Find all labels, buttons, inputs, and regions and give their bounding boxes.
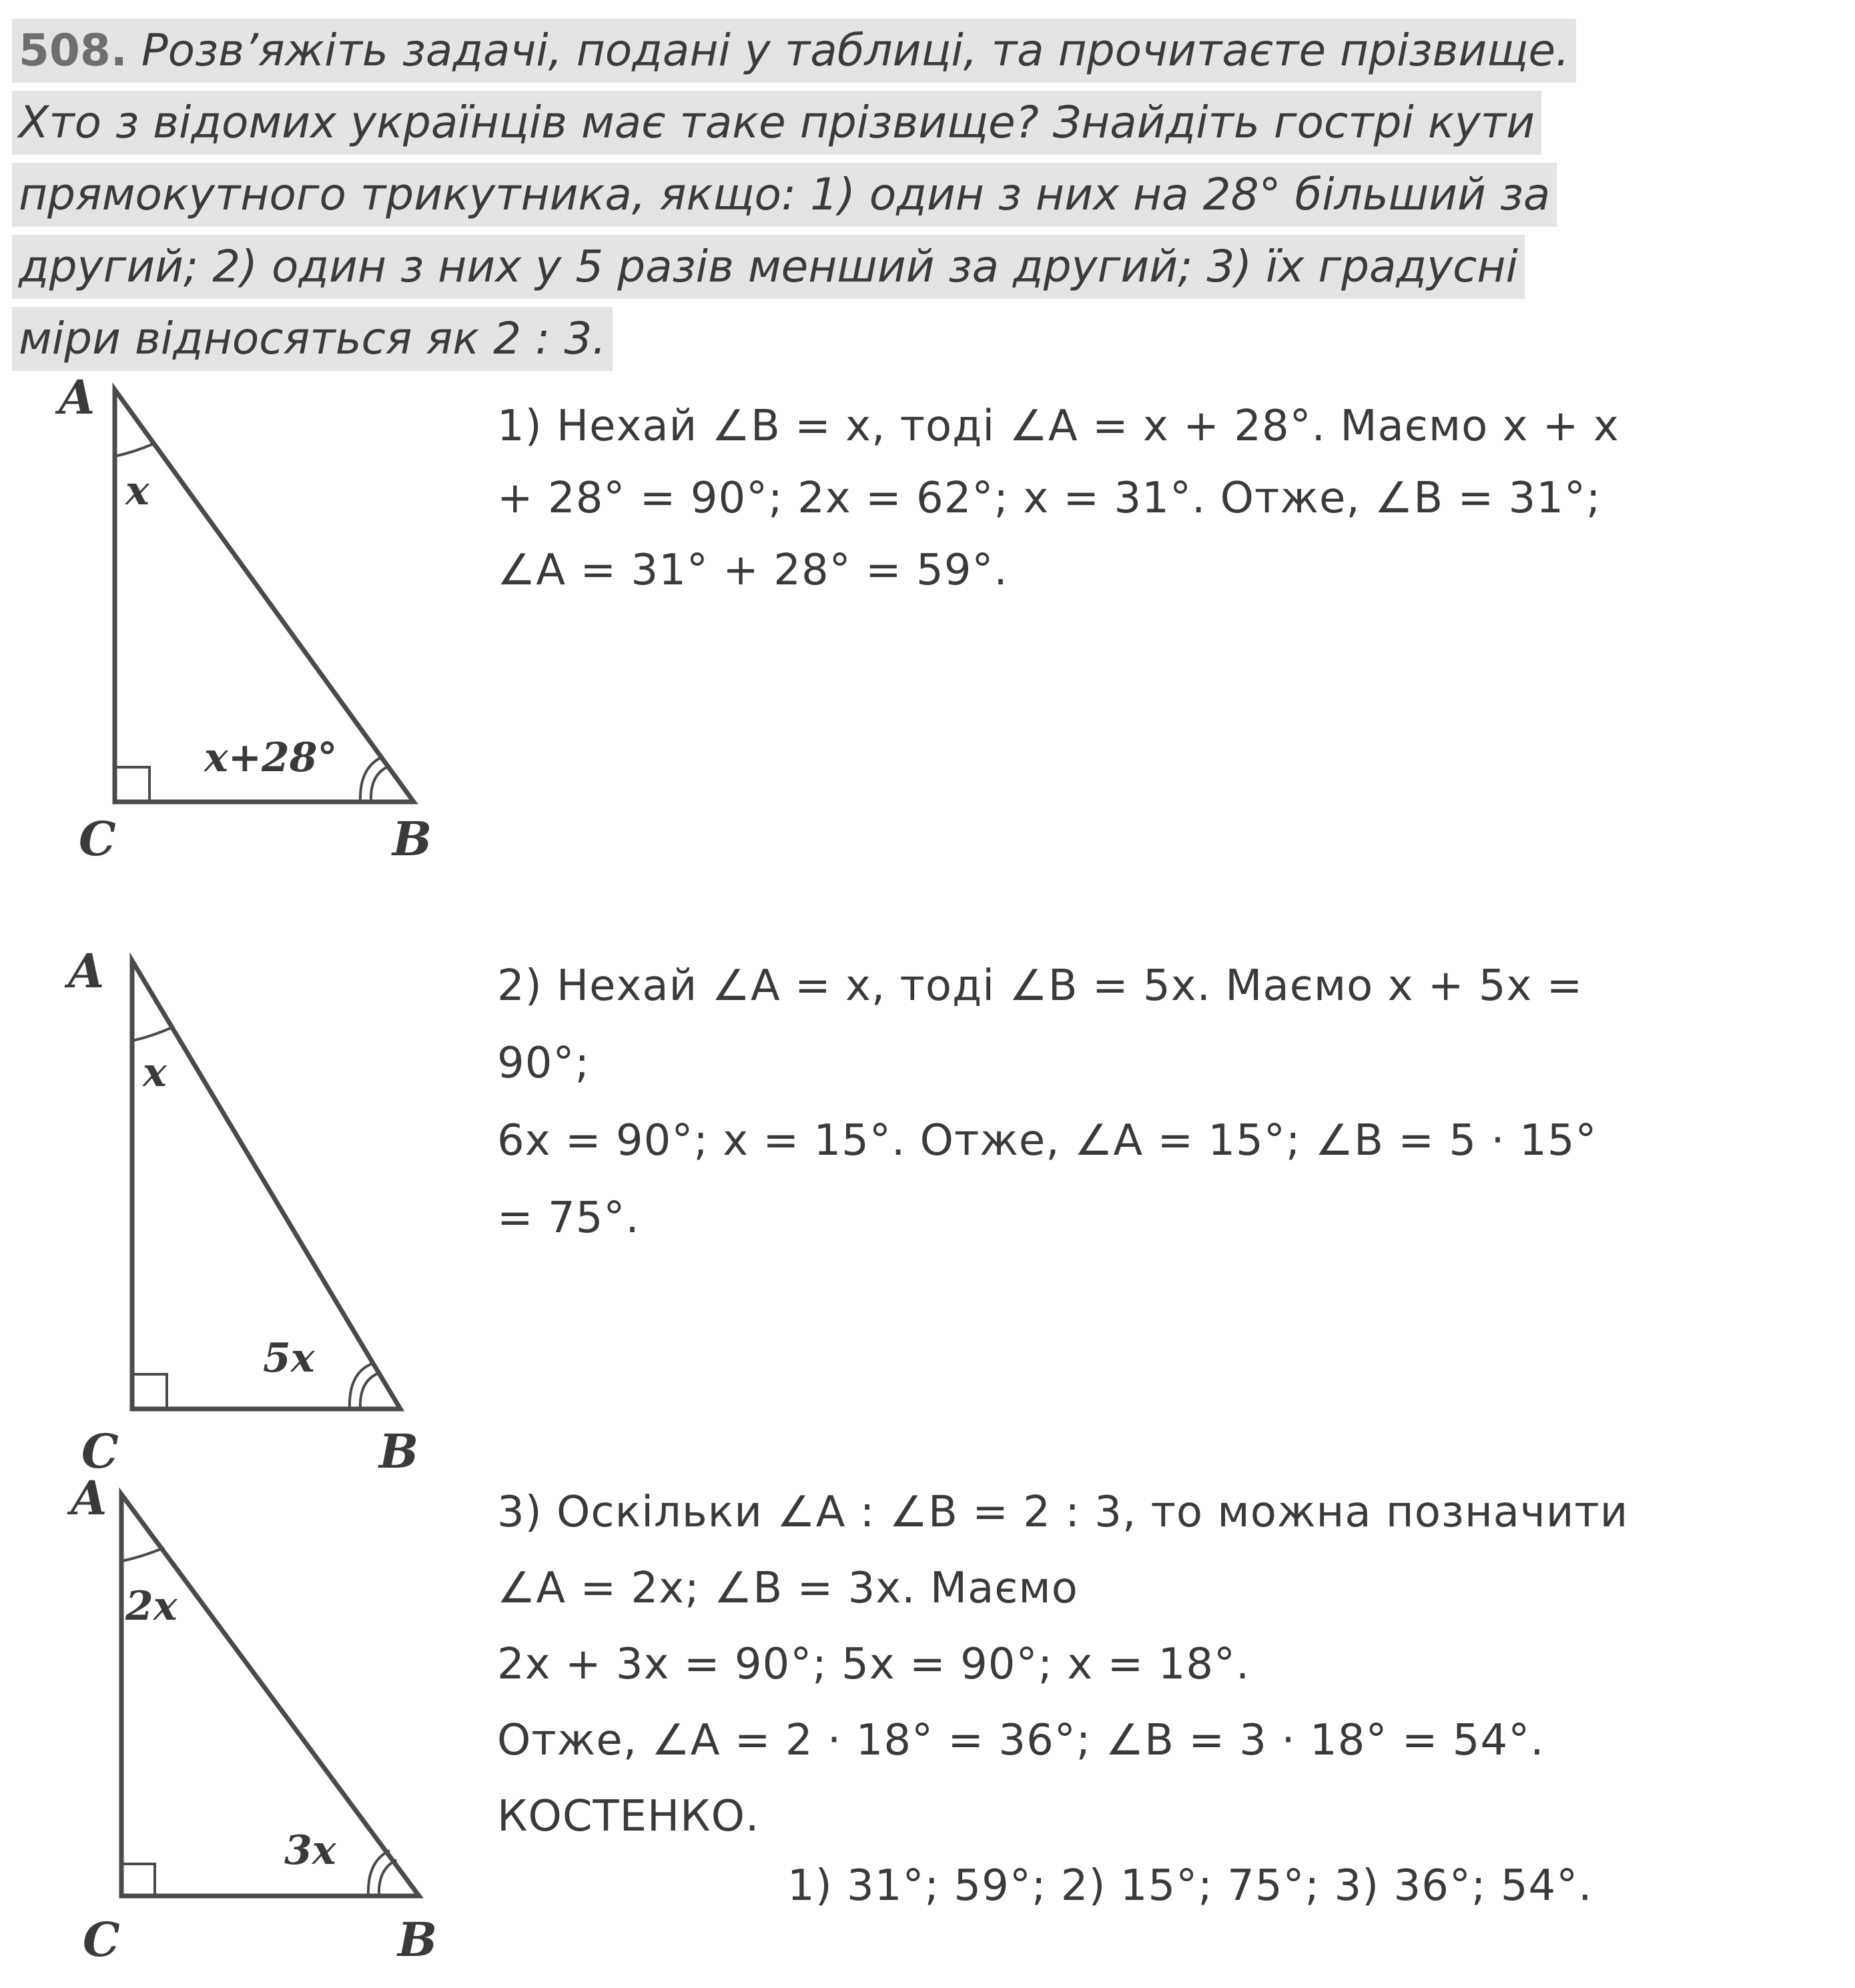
right-angle-mark-3 (121, 1864, 155, 1896)
angle-b-label-2: 5x (263, 1335, 315, 1382)
right-angle-mark-2 (132, 1374, 167, 1409)
solution-3 (497, 1474, 1628, 1855)
solution-1-line-1: 1) Нехай ∠B = x, тоді ∠A = x + 28°. Маємо x + x (497, 402, 1619, 451)
angle-b-label-3: 3x (284, 1827, 336, 1874)
angle-b-arc-2a (360, 1373, 379, 1409)
solution-3-line-3: 2x + 3x = 90°; 5x = 90°; x = 18°. (497, 1640, 1250, 1689)
right-angle-mark-1 (115, 767, 149, 802)
solution-1-line-3: ∠A = 31° + 28° = 59°. (497, 546, 1008, 595)
solution-1-line-2: + 28° = 90°; 2x = 62°; x = 31°. Отже, ∠B = 31°; (497, 474, 1601, 523)
vertex-c-label-2: C (81, 1424, 119, 1479)
solution-2 (497, 947, 1597, 1257)
problem-number: 508. (19, 25, 127, 76)
vertex-a-label-2: A (68, 943, 105, 999)
angle-a-label-2: x (143, 1049, 167, 1096)
vertex-c-label-3: C (83, 1912, 120, 1967)
problem-line-1 (12, 19, 1576, 83)
triangle-figure-2 (53, 941, 454, 1488)
triangle-figure-3 (53, 1470, 454, 1988)
angle-b-label-1: x+28° (204, 734, 338, 781)
vertex-b-label-3: B (398, 1912, 438, 1967)
vertex-a-label-1: A (59, 370, 95, 425)
problem-line-5: міри відносяться як 2 : 3. (12, 307, 613, 371)
solution-3-line-5: КОСТЕНКО. (497, 1792, 760, 1841)
solution-2-line-2: 90°; (497, 1039, 590, 1088)
angle-a-label-3: 2x (125, 1583, 177, 1630)
problem-line-4: другий; 2) один з них у 5 разів менший за другий; 3) їх градусні (12, 235, 1525, 299)
solution-3-line-2: ∠A = 2x; ∠B = 3x. Маємо (497, 1564, 1078, 1613)
problem-line-2: Хто з відомих українців має таке прізвище? Знайдіть гострі кути (12, 91, 1541, 155)
vertex-b-label-1: B (392, 811, 432, 867)
final-answer: 1) 31°; 59°; 2) 15°; 75°; 3) 36°; 54°. (787, 1861, 1593, 1911)
solution-2-line-4: = 75°. (497, 1193, 640, 1243)
vertex-b-label-2: B (379, 1424, 419, 1479)
triangle-figure-1 (40, 370, 467, 881)
angle-a-arc-1 (115, 444, 152, 456)
angle-a-arc-2 (132, 1027, 172, 1041)
solution-1 (497, 390, 1619, 606)
angle-a-arc-3 (121, 1548, 164, 1561)
angle-a-label-1: x (125, 468, 149, 514)
problem-text-1: Розв’яжіть задачі, подані у таблиці, та прочитаєте прізвище. (141, 25, 1570, 76)
solution-3-line-4: Отже, ∠A = 2 · 18° = 36°; ∠B = 3 · 18° = 54°. (497, 1716, 1545, 1765)
solution-2-line-3: 6x = 90°; x = 15°. Отже, ∠A = 15°; ∠B = 5 · 15° (497, 1116, 1597, 1165)
vertex-c-label-1: C (79, 811, 116, 867)
triangle-3-outline (121, 1494, 419, 1896)
angle-b-arc-1a (371, 766, 390, 802)
solution-2-line-1: 2) Нехай ∠A = x, тоді ∠B = 5x. Маємо x + 5x = (497, 961, 1583, 1011)
vertex-a-label-3: A (71, 1470, 107, 1526)
problem-line-3: прямокутного трикутника, якщо: 1) один з них на 28° більший за (12, 163, 1557, 227)
solution-3-line-1: 3) Оскільки ∠A : ∠B = 2 : 3, то можна позначити (497, 1488, 1629, 1537)
